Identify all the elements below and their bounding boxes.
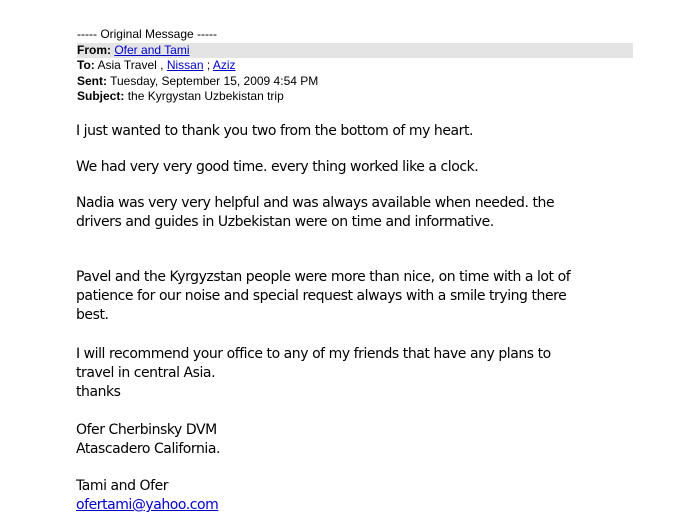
sent-row: [77, 74, 633, 90]
body-paragraph-3-line-1: Nadia was very very helpful and was always available when needed. the: [76, 195, 555, 211]
to-separator: ;: [206, 58, 211, 72]
signature-name: Ofer Cherbinsky DVM: [76, 422, 217, 438]
signature-email-link[interactable]: ofertami@yahoo.com: [76, 497, 219, 513]
body-paragraph-5-line-2: travel in central Asia.: [76, 365, 216, 381]
signature-location: Atascadero California.: [76, 441, 220, 457]
original-message-text: ----- Original Message -----: [77, 27, 218, 41]
signature-names: Tami and Ofer: [76, 478, 169, 494]
subject-label: Subject:: [77, 89, 125, 103]
body-paragraph-4-line-2: patience for our noise and special request always with a smile trying there: [76, 288, 567, 304]
body-paragraph-3-line-2: drivers and guides in Uzbekistan were on time and informative.: [76, 214, 494, 230]
original-message-line: [77, 27, 633, 43]
body-paragraph-4-line-3: best.: [76, 307, 109, 323]
sent-label: Sent:: [77, 73, 107, 88]
body-paragraph-1: I just wanted to thank you two from the bottom of my heart.: [76, 123, 473, 139]
subject-row: [77, 89, 633, 105]
email-header: [77, 27, 633, 105]
to-recipient-plain: Asia Travel ,: [97, 58, 164, 72]
body-thanks: thanks: [76, 384, 121, 400]
sent-value: Tuesday, September 15, 2009 4:54 PM: [110, 73, 319, 88]
to-row: [77, 58, 633, 74]
to-label: To:: [77, 58, 95, 72]
body-paragraph-2: We had very very good time. every thing worked like a clock.: [76, 159, 479, 175]
from-link[interactable]: Ofer and Tami: [114, 42, 190, 57]
signature-email-row: [76, 496, 636, 515]
subject-value: the Kyrgystan Uzbekistan trip: [127, 89, 284, 103]
from-row: [77, 43, 633, 59]
from-label: From:: [77, 42, 111, 57]
body-paragraph-5-line-1: I will recommend your office to any of my friends that have any plans to: [76, 346, 551, 362]
to-link-aziz[interactable]: Aziz: [212, 58, 236, 72]
body-paragraph-4-line-1: Pavel and the Kyrgyzstan people were more than nice, on time with a lot of: [76, 269, 571, 285]
to-link-nissan[interactable]: Nissan: [166, 58, 204, 72]
email-body: [76, 122, 636, 515]
